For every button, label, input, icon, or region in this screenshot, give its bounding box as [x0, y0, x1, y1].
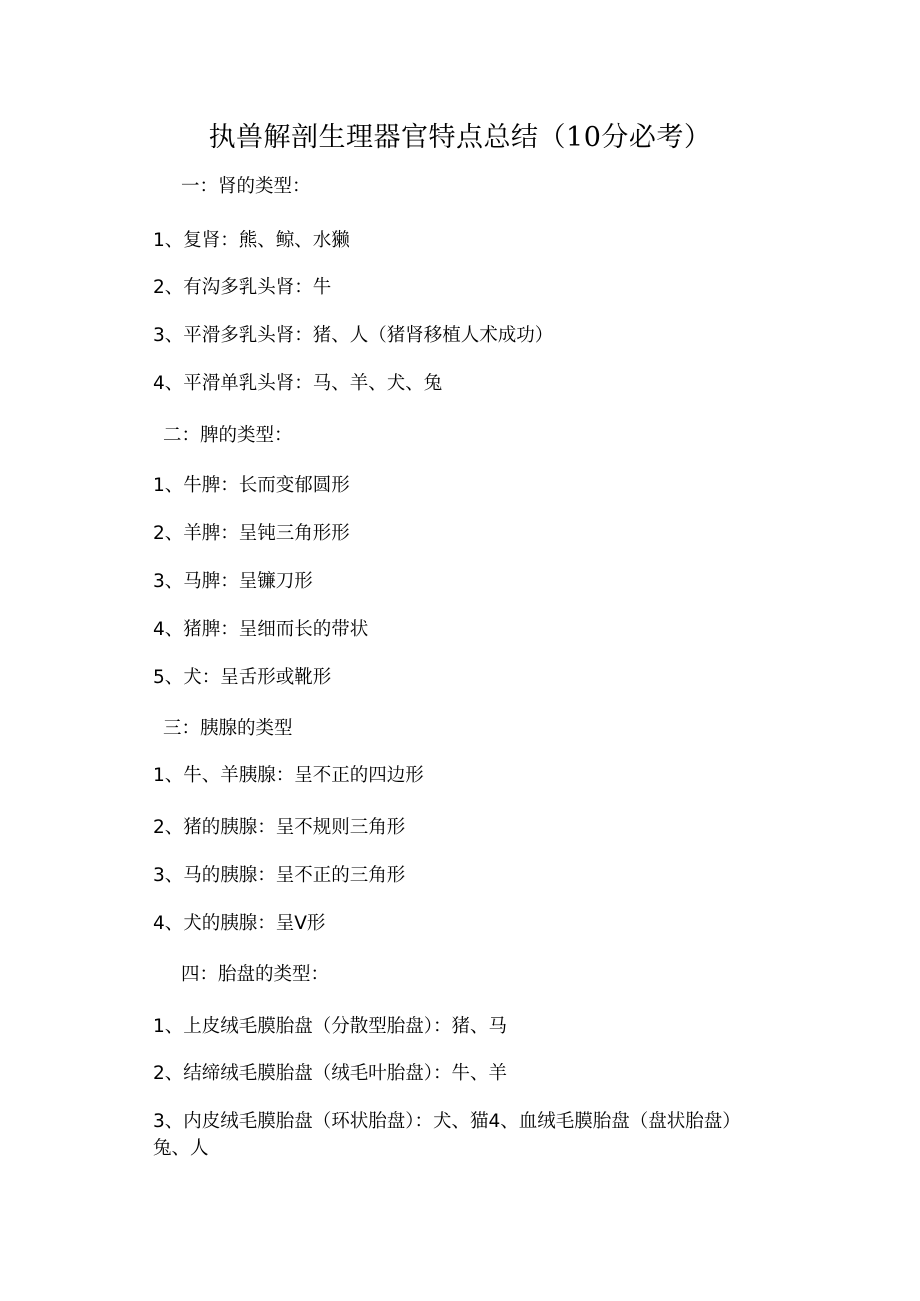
list-item: 1、上皮绒毛膜胎盘（分散型胎盘）：猪、马: [153, 1016, 508, 1037]
document-title: 执兽解剖生理器官特点总结（10分必考）: [208, 122, 712, 153]
section-heading-kidney: 一：肾的类型：: [181, 176, 311, 197]
list-item: 4、犬的胰腺：呈V形: [153, 913, 326, 934]
section-heading-spleen: 二：脾的类型：: [163, 425, 293, 446]
list-item: 2、羊脾：呈钝三角形形: [153, 523, 350, 544]
list-item: 1、牛、羊胰腺：呈不正的四边形: [153, 765, 424, 786]
list-item: 3、马的胰腺：呈不正的三角形: [153, 865, 406, 886]
list-item: 4、猪脾：呈细而长的带状: [153, 619, 369, 640]
list-item: 2、有沟多乳头肾：牛: [153, 277, 332, 298]
section-heading-pancreas: 三：胰腺的类型: [163, 718, 293, 739]
section-heading-placenta: 四：胎盘的类型：: [181, 964, 330, 985]
list-item: 3、平滑多乳头肾：猪、人（猪肾移植人术成功）: [153, 325, 554, 346]
list-item: 2、猪的胰腺：呈不规则三角形: [153, 817, 406, 838]
list-item: 4、平滑单乳头肾：马、羊、犬、兔: [153, 373, 443, 394]
list-item: 3、内皮绒毛膜胎盘（环状胎盘）：犬、猫4、血绒毛膜胎盘（盘状胎盘）兔、人: [153, 1111, 741, 1159]
list-item: 2、结缔绒毛膜胎盘（绒毛叶胎盘）：牛、羊: [153, 1063, 508, 1084]
list-item: 5、犬：呈舌形或靴形: [153, 667, 332, 688]
list-item: 3、马脾：呈镰刀形: [153, 571, 313, 592]
list-item: 1、牛脾：长而变郁圆形: [153, 475, 350, 496]
list-item: 1、复肾：熊、鲸、水獭: [153, 230, 350, 251]
